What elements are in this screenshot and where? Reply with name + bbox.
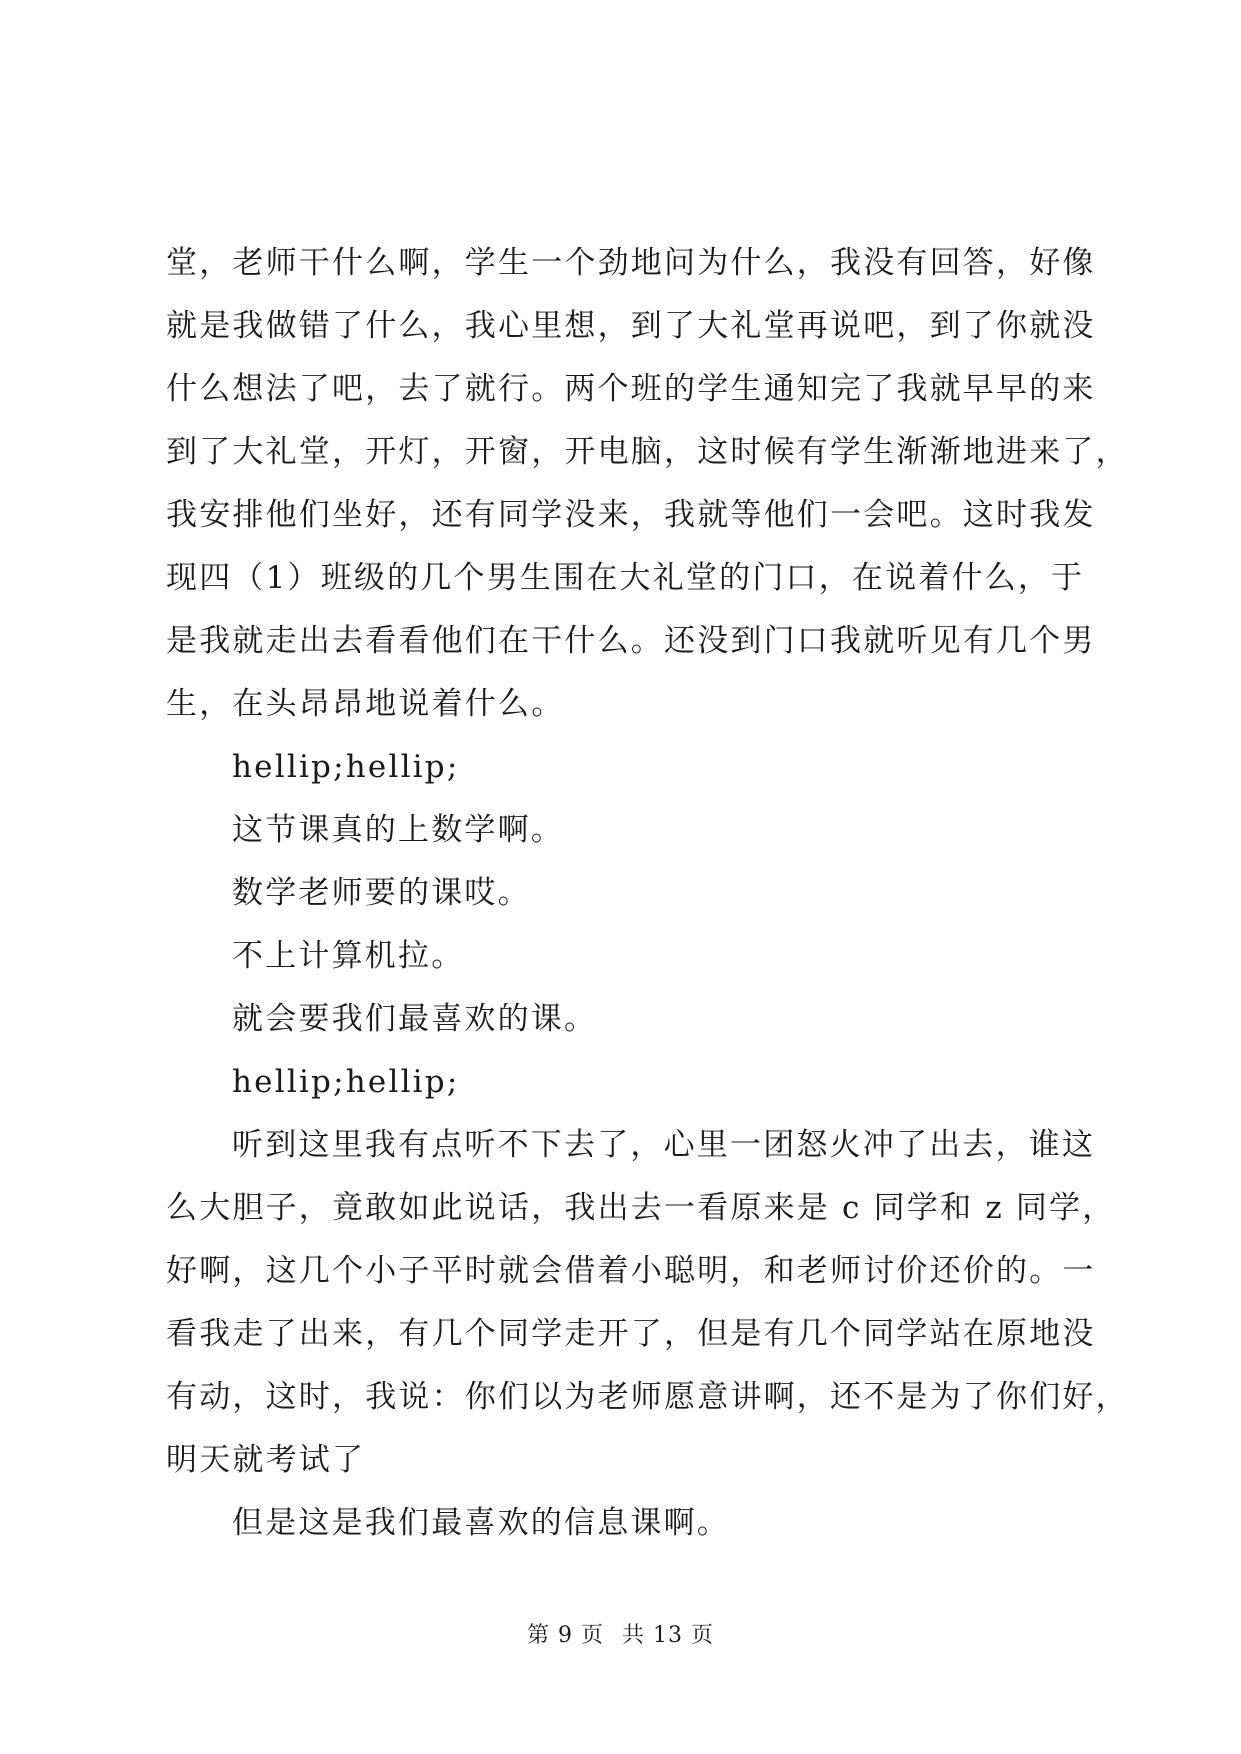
text-line: 生，在头昂昂地说着什么。 [166,686,565,722]
text-line: 但是这是我们最喜欢的信息课啊。 [232,1505,730,1541]
text-line: 不上计算机拉。 [232,938,465,974]
text-line: 有动，这时，我说：你们以为老师愿意讲啊，还不是为了你们好， [166,1379,1129,1415]
text-line: 现四（1）班级的几个男生围在大礼堂的门口，在说着什么，于 [166,560,1085,596]
text-line: 到了大礼堂，开灯，开窗，开电脑，这时候有学生渐渐地进来了， [166,434,1129,470]
page-number: 第 9 页 [527,1623,604,1648]
page-total: 共 13 页 [622,1623,714,1648]
text-line: 这节课真的上数学啊。 [232,812,564,848]
text-line: hellip;hellip; [232,749,460,785]
text-line: hellip;hellip; [232,1064,460,1100]
page-footer [0,1618,1241,1649]
text-line: 数学老师要的课哎。 [232,875,531,911]
text-line: 什么想法了吧，去了就行。两个班的学生通知完了我就早早的来 [166,371,1096,407]
text-line: 就会要我们最喜欢的课。 [232,1001,598,1037]
text-line: 看我走了出来，有几个同学走开了，但是有几个同学站在原地没 [166,1316,1096,1352]
text-line: 听到这里我有点听不下去了，心里一团怒火冲了出去，谁这 [232,1127,1096,1163]
text-line: 就是我做错了什么，我心里想，到了大礼堂再说吧，到了你就没 [166,308,1096,344]
text-line: 好啊，这几个小子平时就会借着小聪明，和老师讨价还价的。一 [166,1253,1096,1289]
document-body [166,232,1129,1555]
text-line: 么大胆子，竟敢如此说话，我出去一看原来是 c 同学和 z 同学， [166,1190,1116,1226]
text-line: 我安排他们坐好，还有同学没来，我就等他们一会吧。这时我发 [166,497,1096,533]
text-line: 明天就考试了 [166,1442,366,1478]
text-line: 是我就走出去看看他们在干什么。还没到门口我就听见有几个男 [166,623,1096,659]
text-line: 堂，老师干什么啊，学生一个劲地问为什么，我没有回答，好像 [166,245,1096,281]
